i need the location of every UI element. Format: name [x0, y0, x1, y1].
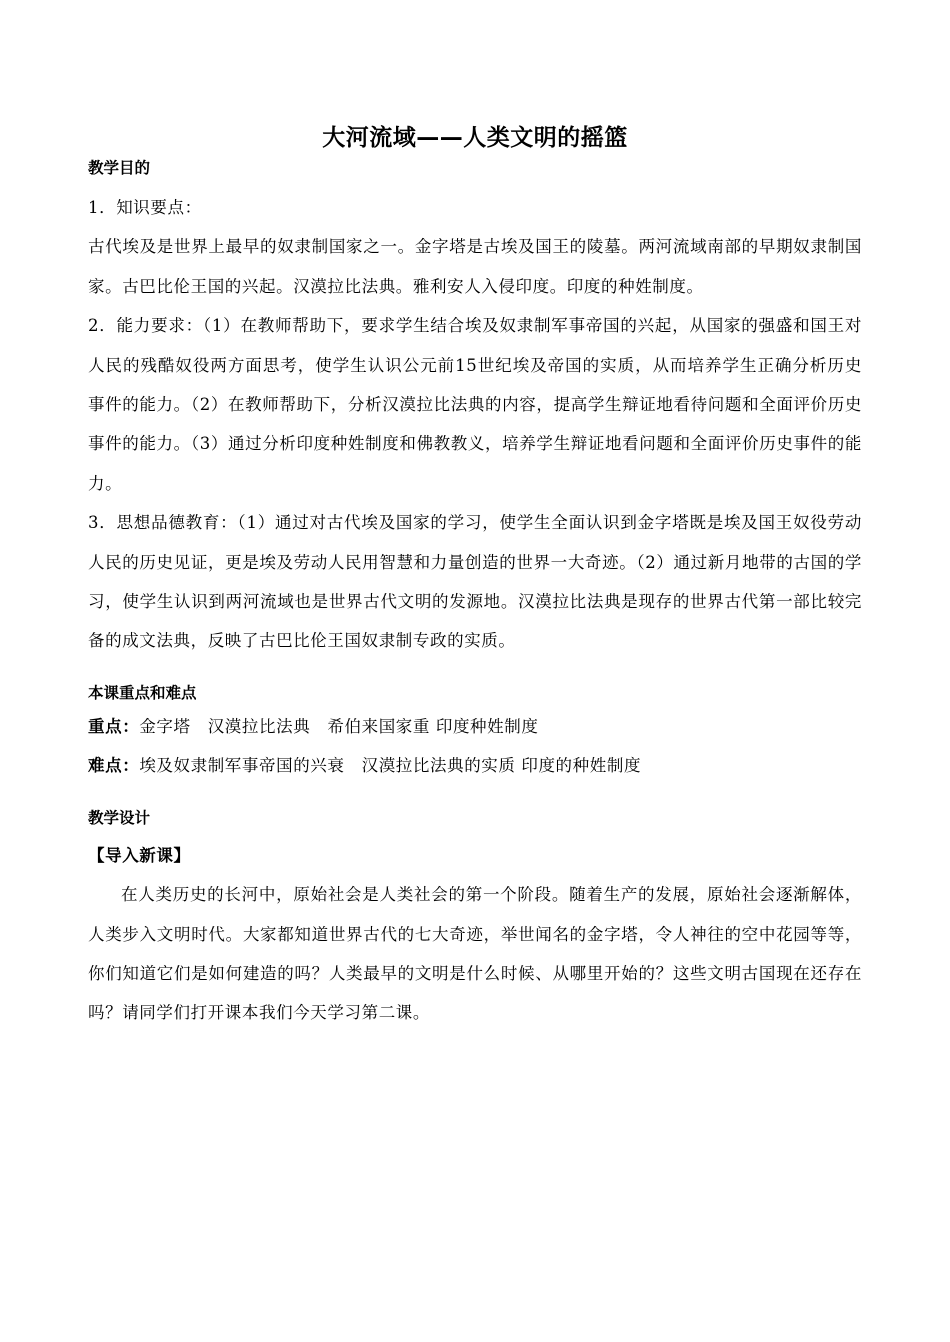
- focus-text: 金字塔 汉漠拉比法典 希伯来国家重 印度种姓制度: [139, 716, 539, 736]
- key-points-section: [88, 683, 862, 786]
- difficulty-line: [88, 746, 862, 785]
- ability-text: 2．能力要求：（1）在教师帮助下，要求学生结合埃及奴隶制军事帝国的兴起，从国家的强盛和国王对人民的残酷奴役两方面思考，使学生认识公元前15世纪埃及帝国的实质，从而培养学生正确分析历史事件的能力。（2）在教师帮助下，分析汉漠拉比法典的内容，提高学生辩证地看待问题和全面评价历史事件的能力。（3）通过分析印度种姓制度和佛教教义，培养学生辩证地看问题和全面评价历史事件的能力。: [88, 316, 862, 493]
- intro-text: 在人类历史的长河中，原始社会是人类社会的第一个阶段。随着生产的发展，原始社会逐渐解体，人类步入文明时代。大家都知道世界古代的七大奇迹，举世闻名的金字塔，令人神往的空中花园等等，你们知道它们是如何建造的吗？人类最早的文明是什么时候、从哪里开始的？这些文明古国现在还存在吗？请同学们打开课本我们今天学习第二课。: [88, 885, 862, 1023]
- objectives-heading: 教学目的: [88, 159, 151, 177]
- intro-label: 【导入新课】: [88, 845, 191, 865]
- document-title: 大河流域——人类文明的摇篮: [322, 125, 628, 151]
- moral-education-text: 3．思想品德教育：（1）通过对古代埃及国家的学习，使学生全面认识到金字塔既是埃及国王奴役劳动人民的历史见证，更是埃及劳动人民用智慧和力量创造的世界一大奇迹。（2）通过新月地带的古国的学习，使学生认识到两河流域也是世界古代文明的发源地。汉漠拉比法典是现存的世界古代第一部比较完备的成文法典，反映了古巴比伦王国奴隶制专政的实质。: [88, 513, 862, 651]
- difficulty-label: 难点：: [88, 756, 140, 776]
- focus-line: [88, 707, 862, 746]
- focus-label: 重点：: [88, 716, 140, 736]
- objectives-section: [88, 158, 862, 661]
- design-heading: 教学设计: [88, 808, 151, 827]
- knowledge-label: 1．知识要点：: [88, 198, 202, 217]
- key-points-heading: 本课重点和难点: [88, 683, 197, 702]
- design-section: [88, 808, 862, 1033]
- document-page: [88, 118, 862, 1033]
- knowledge-text: 古代埃及是世界上最早的奴隶制国家之一。金字塔是古埃及国王的陵墓。两河流域南部的早期奴隶制国家。古巴比伦王国的兴起。汉漠拉比法典。雅利安人入侵印度。印度的种姓制度。: [88, 237, 862, 296]
- difficulty-text: 埃及奴隶制军事帝国的兴衰 汉漠拉比法典的实质 印度的种姓制度: [139, 756, 642, 776]
